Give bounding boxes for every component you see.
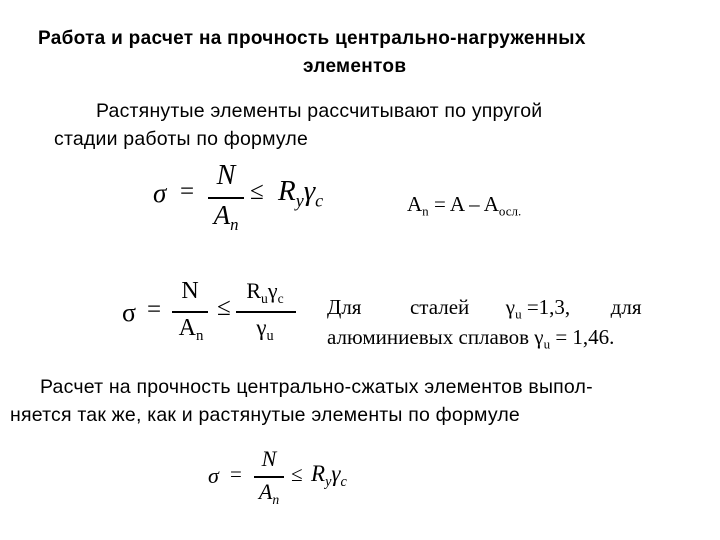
paragraph1-line1: Растянутые элементы рассчитывают по упругой — [96, 100, 543, 122]
formula-2 — [122, 278, 322, 353]
sigma-symbol: σ — [208, 463, 219, 488]
sigma-symbol: σ — [122, 298, 137, 327]
fraction-numerator: N — [181, 278, 199, 304]
fraction-bar — [254, 476, 284, 478]
fraction2-numerator: $R_u\gamma_c$ — [246, 278, 284, 306]
fraction-bar — [208, 197, 244, 199]
sigma-symbol: σ — [153, 178, 167, 208]
fraction-numerator: N — [261, 446, 277, 471]
fraction-denominator: $A_n$ — [258, 479, 280, 507]
fraction-numerator: N — [216, 160, 236, 191]
page-title-line2: элементов — [303, 56, 407, 77]
equals-sign: = — [147, 296, 162, 323]
page-title-line1: Работа и расчет на прочность центрально-нагруженных — [38, 28, 586, 49]
area-formula: $A_n = A - A_{осл.}$ — [407, 192, 522, 219]
formula-1 — [150, 160, 350, 240]
note-line1: Для сталей $\gamma_u =1,3$, для — [327, 295, 642, 322]
equals-sign: = — [180, 178, 195, 205]
resistance-term: $R_y\gamma_c$ — [311, 461, 347, 490]
resistance-term: $R_y\gamma_c$ — [278, 175, 324, 211]
paragraph1-line2: стадии работы по формуле — [54, 128, 309, 150]
formula-3 — [208, 446, 378, 516]
fraction2-denominator: $\gamma_u$ — [256, 315, 274, 344]
paragraph2-line2: няется так же, как и растянутые элементы по формуле — [10, 404, 520, 426]
le-sign: ≤ — [250, 178, 264, 205]
note-line2: алюминиевых сплавов $\gamma_u = 1,46$. — [327, 325, 615, 352]
le-sign: ≤ — [217, 294, 231, 321]
fraction-denominator: $A_n$ — [178, 315, 204, 345]
paragraph2-line1: Расчет на прочность центрально-сжатых элементов выпол- — [40, 376, 593, 398]
fraction-bar — [172, 311, 208, 313]
fraction-denominator: $A_n$ — [213, 200, 239, 234]
equals-sign: = — [230, 462, 242, 486]
fraction2-bar — [236, 311, 296, 313]
le-sign: ≤ — [291, 462, 303, 486]
